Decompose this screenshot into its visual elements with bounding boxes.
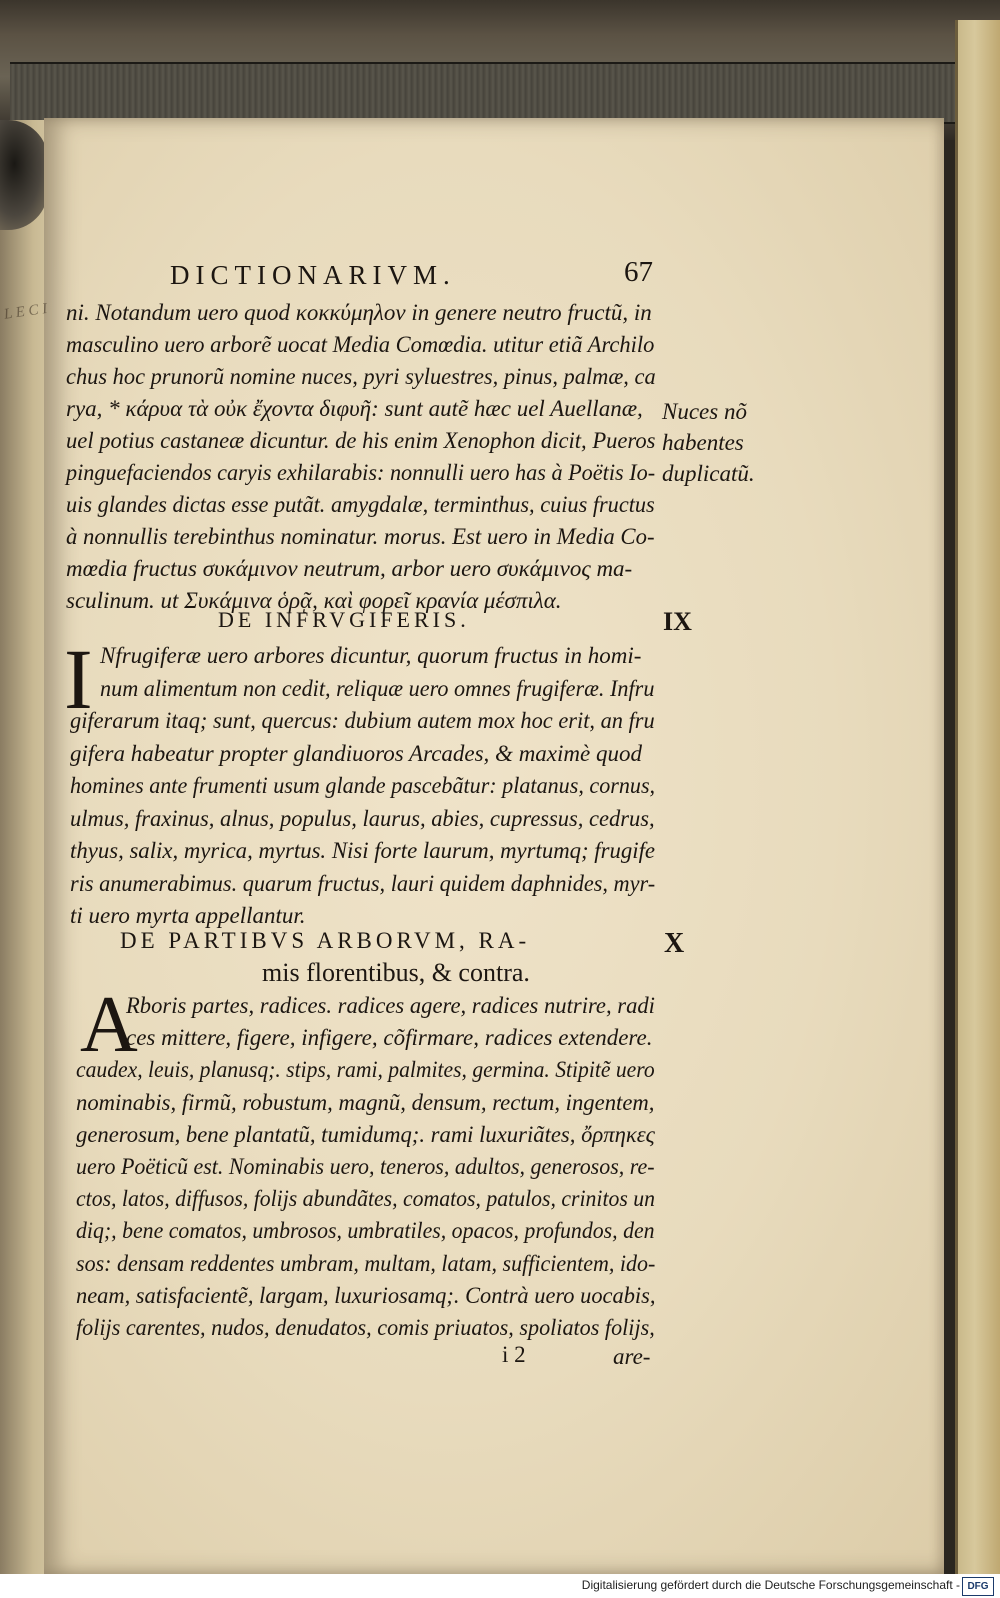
catchword: are- [613, 1344, 651, 1369]
page-block-edge [10, 62, 965, 124]
text-line: Rboris partes, radices. radices agere, radices nutrire, radi [126, 993, 655, 1018]
footer-credit: Digitalisierung gefördert durch die Deutsche Forschungsgemeinschaft - [581, 1578, 960, 1592]
text-line: Nfrugiferæ uero arbores dicuntur, quorum fructus in homi- [100, 643, 642, 668]
section-number-ix: IX [663, 607, 692, 636]
text-line: folijs carentes, nudos, denudatos, comis priuatos, spoliatos folijs, [76, 1315, 655, 1340]
text-line: thyus, salix, myrica, myrtus. Nisi forte laurum, myrtumq; frugife [70, 838, 656, 863]
text-line: gifera habeatur propter glandiuoros Arcades, & maximè quod [70, 740, 642, 766]
text-line: ti uero myrta appellantur. [70, 903, 306, 928]
section-heading-x-line2: mis florentibus, & contra. [262, 958, 530, 987]
dfg-logo: DFG [962, 1577, 994, 1596]
text-line: ctos, latos, diffusos, folijs abundãtes, comatos, patulos, crinitos un [76, 1186, 656, 1212]
signature-mark: i 2 [502, 1342, 526, 1367]
section-heading-ix: DE INFRVGIFERIS. [218, 607, 470, 632]
footer-bar [0, 1574, 1000, 1598]
text-line: homines ante frumenti usum glande pascebãtur: platanus, cornus, [70, 773, 656, 798]
text-line: neam, satisfacientẽ, largam, luxuriosamq;. Contrà uero uocabis, [76, 1282, 656, 1308]
text-line: generosum, bene plantatũ, tumidumq;. rami luxuriãtes, ὄρπηκες [76, 1121, 655, 1147]
margin-note-line: habentes [662, 430, 744, 455]
section-number-x: X [664, 928, 685, 959]
text-line: ulmus, fraxinus, alnus, populus, laurus, abies, cupressus, cedrus, [70, 805, 655, 831]
text-line: ris anumerabimus. quarum fructus, lauri quidem daphnides, myr- [70, 870, 656, 896]
margin-note-line: duplicatũ. [662, 461, 755, 486]
text-line: uel potius castaneæ dicuntur. de his enim Xenophon dicit, Pueros [66, 428, 656, 453]
text-line: sculinum. ut Συκάμινα ὁρᾷ, καὶ φορεῖ κρανία μέσπιλα. [66, 588, 562, 613]
text-line: pinguefaciendos caryis exhilarabis: nonnulli uero has à Poëtis Io- [66, 460, 656, 485]
drop-initial-i: I [64, 631, 93, 727]
margin-note [662, 396, 772, 489]
text-line: chus hoc prunorũ nomine nuces, pyri syluestres, pinus, palmæ, ca [66, 364, 656, 389]
running-head: DICTIONARIVM. [170, 260, 456, 290]
text-line: à nonnullis terebinthus nominatur. morus. Est uero in Media Co- [66, 524, 655, 549]
text-line: uis glandes dictas esse putãt. amygdalæ, terminthus, cuius fructus [66, 492, 655, 517]
text-line: mœdia fructus συκάμινον neutrum, arbor uero συκάμινος ma- [66, 556, 633, 581]
text-line: rya, * κάρυα τὰ οὐκ ἔχοντα διφυῆ: sunt autẽ hæc uel Auellanæ, [66, 396, 643, 421]
section-heading-x-line1: DE PARTIBVS ARBORVM, RA- [120, 928, 531, 953]
text-line: caudex, leuis, planusq;. stips, rami, palmites, germina. Stipitẽ uero [76, 1057, 655, 1083]
page-number: 67 [624, 256, 653, 288]
text-line: diq;, bene comatos, umbrosos, umbratiles, opacos, profundos, den [76, 1218, 655, 1244]
margin-note-line: Nuces nõ [662, 399, 747, 424]
text-line: ces mittere, figere, infigere, cõfirmare, radices extendere. [126, 1025, 653, 1051]
text-line: ni. Notandum uero quod κοκκύμηλον in genere neutro fructũ, in [66, 300, 652, 325]
text-line: nominabis, firmũ, robustum, magnũ, densum, rectum, ingentem, [76, 1089, 655, 1115]
drop-initial-a: A [80, 981, 138, 1069]
text-line: masculino uero arborẽ uocat Media Comœdia. utitur etiã Archilo [66, 332, 655, 357]
facing-page-text: L E C I [2, 300, 49, 323]
book-cover-edge [955, 20, 1000, 1574]
text-line: sos: densam reddentes umbram, multam, latam, sufficientem, ido- [76, 1250, 656, 1276]
text-line: num alimentum non cedit, reliquæ uero omnes frugiferæ. Infru [100, 675, 655, 701]
text-line: uero Poëticũ est. Nominabis uero, teneros, adultos, generosos, re- [76, 1154, 655, 1179]
text-line: giferarum itaq; sunt, quercus: dubium autem mox hoc erit, an fru [70, 708, 655, 733]
